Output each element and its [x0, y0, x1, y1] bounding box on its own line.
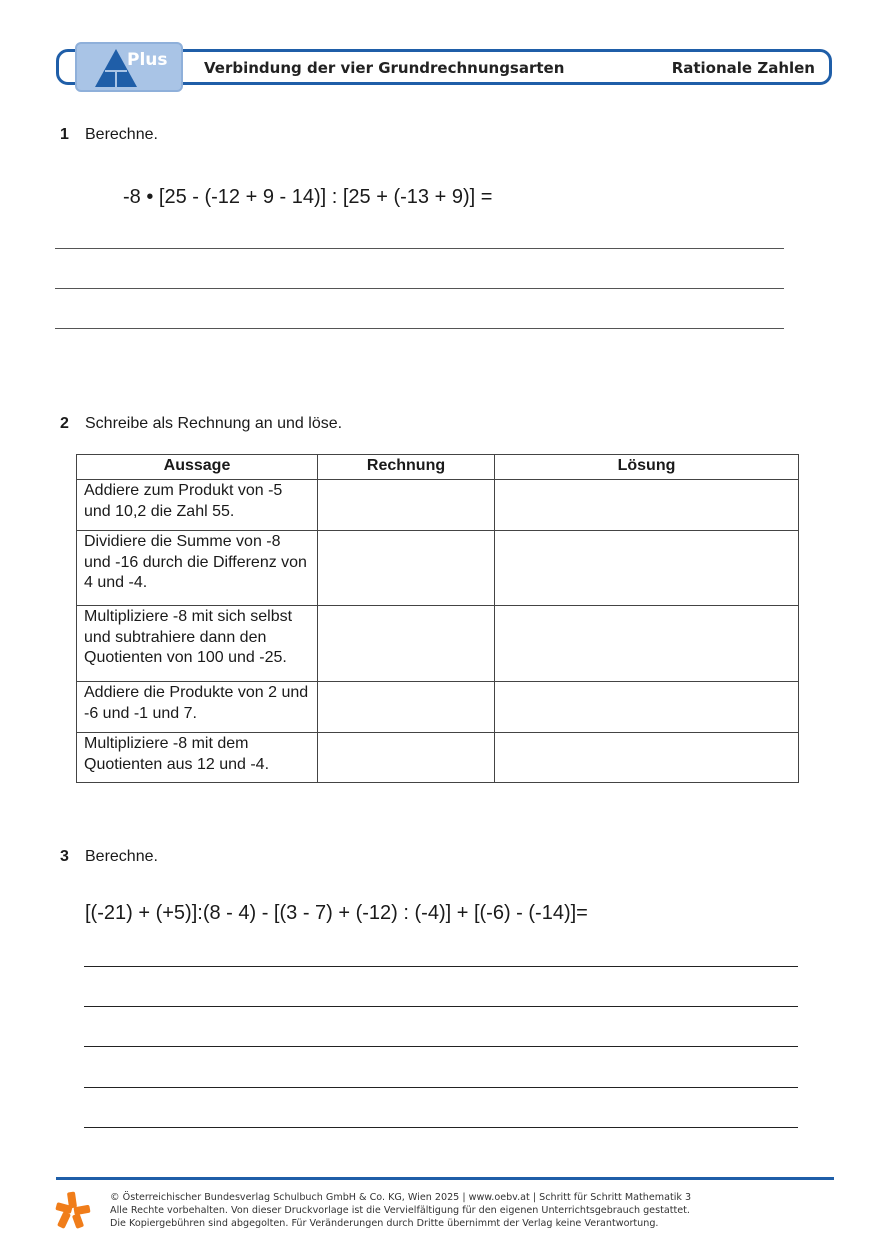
column-header-loesung: Lösung [495, 455, 799, 480]
rechnung-cell[interactable] [318, 480, 495, 531]
loesung-cell[interactable] [495, 480, 799, 531]
task3-answer-line[interactable] [84, 1087, 798, 1088]
task2-number: 2 [60, 415, 69, 432]
task3-answer-line[interactable] [84, 966, 798, 967]
aussage-cell: Multipliziere -8 mit dem Quotienten aus 12 und -4. [77, 733, 318, 783]
table-row [77, 480, 799, 531]
table-row [77, 733, 799, 783]
rechnung-cell[interactable] [318, 682, 495, 733]
aussage-cell: Multipliziere -8 mit sich selbst und subtrahiere dann den Quotienten von 100 und -25. [77, 606, 318, 682]
plus-logo [75, 42, 183, 92]
subject-title: Rationale Zahlen [671, 59, 815, 77]
column-header-rechnung: Rechnung [318, 455, 495, 480]
aussage-cell: Addiere die Produkte von 2 und -6 und -1 und 7. [77, 682, 318, 733]
table-row [77, 531, 799, 606]
task3-number: 3 [60, 848, 69, 865]
rechnung-cell[interactable] [318, 606, 495, 682]
task1-answer-line[interactable] [55, 288, 784, 289]
loesung-cell[interactable] [495, 733, 799, 783]
rechnung-cell[interactable] [318, 531, 495, 606]
task2-instruction: Schreibe als Rechnung an und löse. [85, 415, 343, 432]
table-row [77, 682, 799, 733]
copyright-line: © Österreichischer Bundesverlag Schulbuch GmbH & Co. KG, Wien 2025 | www.oebv.at | Schritt für Schritt Mathematik 3 [110, 1192, 692, 1203]
statement-table [76, 454, 799, 783]
publisher-logo-icon [54, 1190, 92, 1230]
aussage-cell: Addiere zum Produkt von -5 und 10,2 die Zahl 55. [77, 480, 318, 531]
rechnung-cell[interactable] [318, 733, 495, 783]
page-title: Verbindung der vier Grundrechnungsarten [204, 59, 565, 77]
loesung-cell[interactable] [495, 682, 799, 733]
column-header-aussage: Aussage [77, 455, 318, 480]
loesung-cell[interactable] [495, 531, 799, 606]
copyright-line: Die Kopiergebühren sind abgegolten. Für Veränderungen durch Dritte übernimmt der Verlag keine Verantwortung. [110, 1218, 659, 1229]
task3-formula: [(-21) + (+5)]:(8 - 4) - [(3 - 7) + (-12) : (-4)] + [(-6) - (-14)]= [85, 902, 588, 924]
task3-instruction: Berechne. [85, 848, 158, 865]
task1-instruction: Berechne. [85, 126, 158, 143]
task1-formula: -8 • [25 - (-12 + 9 - 14)] : [25 + (-13 + 9)] = [123, 186, 493, 208]
table-header-row [77, 455, 799, 480]
aussage-cell: Dividiere die Summe von -8 und -16 durch die Differenz von 4 und -4. [77, 531, 318, 606]
task3-answer-line[interactable] [84, 1127, 798, 1128]
task1-answer-line[interactable] [55, 328, 784, 329]
table-row [77, 606, 799, 682]
task1-answer-line[interactable] [55, 248, 784, 249]
logo-label: Plus [127, 50, 168, 70]
footer-divider [56, 1177, 834, 1180]
task1-number: 1 [60, 126, 69, 143]
loesung-cell[interactable] [495, 606, 799, 682]
copyright-notice [110, 1191, 691, 1230]
copyright-line: Alle Rechte vorbehalten. Von dieser Druckvorlage ist die Vervielfältigung für den eigenen Unterrichtsgebrauch gestattet. [110, 1205, 690, 1216]
task3-answer-line[interactable] [84, 1046, 798, 1047]
task3-answer-line[interactable] [84, 1006, 798, 1007]
